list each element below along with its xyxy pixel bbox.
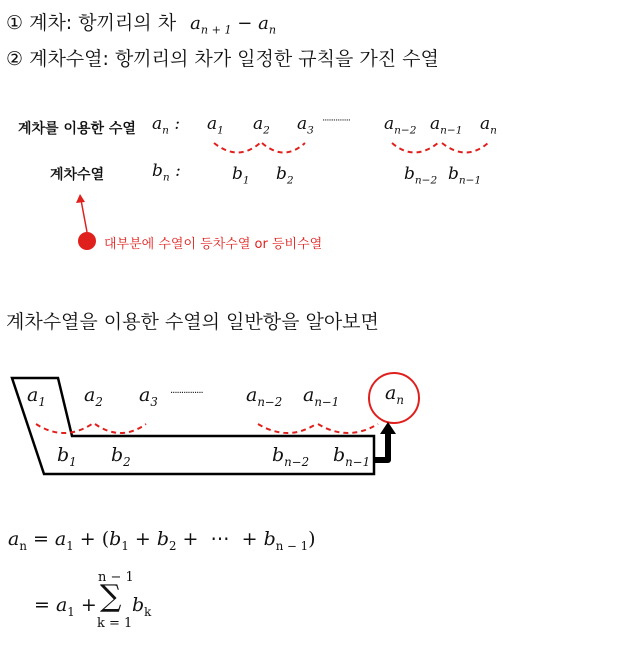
sum-term: $b_k$ xyxy=(132,594,152,619)
note-dot xyxy=(78,232,96,250)
d2-a3: $a_3$ xyxy=(139,384,158,409)
d1-arc-2 xyxy=(262,143,305,153)
general-term-line-2-start: = $a_1$ + xyxy=(34,594,97,619)
d2-arc-4 xyxy=(318,424,378,433)
sum-upper: n − 1 xyxy=(98,570,134,585)
d2-an-highlight: $a_n$ xyxy=(385,382,404,407)
d1-b2: $b_2$ xyxy=(276,164,294,187)
d2-bn-1: $b_{n-1}$ xyxy=(333,444,371,469)
sum-lower: k = 1 xyxy=(97,616,133,631)
d1-bn-2: $b_{n-2}$ xyxy=(404,164,438,187)
d2-bn-2: $b_{n-2}$ xyxy=(272,444,310,469)
row1-symbol: $a_n$ : xyxy=(152,114,181,137)
d1-a2: $a_2$ xyxy=(253,114,270,137)
d1-ellipsis: ··············· xyxy=(322,116,350,126)
return-arrow xyxy=(374,432,388,460)
d1-arc-3 xyxy=(392,143,438,153)
row1-label: 계차를 이용한 수열 xyxy=(18,121,136,137)
section-heading: 계차수열을 이용한 수열의 일반항을 알아보면 xyxy=(6,311,379,333)
d1-an-1: $a_{n-1}$ xyxy=(430,114,463,137)
d2-ellipsis: ··············· xyxy=(170,388,203,399)
definition-1-label: 계차: 항끼리의 차 xyxy=(29,12,177,34)
d1-arc-1 xyxy=(214,143,260,153)
d1-b1: $b_1$ xyxy=(232,164,250,187)
note-arrowhead xyxy=(76,194,85,203)
sum-symbol: ∑ xyxy=(100,579,122,614)
circled-marker-2: ② xyxy=(6,48,24,70)
difference-formula: $a_{n + 1} - a_n$ xyxy=(190,13,277,37)
d2-a1: $a_1$ xyxy=(27,384,46,409)
note-arrow xyxy=(81,200,87,232)
d2-a2: $a_2$ xyxy=(84,384,103,409)
d1-arc-4 xyxy=(442,143,488,153)
d1-an: $a_n$ xyxy=(480,114,497,137)
d1-bn-1: $b_{n-1}$ xyxy=(448,164,482,187)
d2-arc-1 xyxy=(36,424,92,433)
general-term-line-1: $a_n = a_1 + (b_1 + b_2$ + ⋯ + $b_{n - 1}$) xyxy=(8,528,316,553)
d2-an-1: $a_{n-1}$ xyxy=(303,384,340,409)
note-text: 대부분에 수열이 등차수열 or 등비수열 xyxy=(104,237,323,252)
an-highlight-circle xyxy=(369,373,419,423)
d2-b1: $b_1$ xyxy=(57,444,77,469)
d2-an-2: $a_{n-2}$ xyxy=(246,384,283,409)
row2-label: 계차수열 xyxy=(50,167,105,183)
d2-arc-2 xyxy=(95,424,146,433)
d1-an-2: $a_{n-2}$ xyxy=(384,114,417,137)
circled-marker-1: ① xyxy=(6,12,24,34)
d1-a1: $a_1$ xyxy=(207,114,224,137)
row2-symbol: $b_n$ : xyxy=(152,161,181,184)
d2-b2: $b_2$ xyxy=(111,444,131,469)
d1-a3: $a_3$ xyxy=(297,114,314,137)
d2-arc-3 xyxy=(258,424,316,433)
definition-2-label: 계차수열: 항끼리의 차가 일정한 규칙을 가진 수열 xyxy=(29,48,439,70)
